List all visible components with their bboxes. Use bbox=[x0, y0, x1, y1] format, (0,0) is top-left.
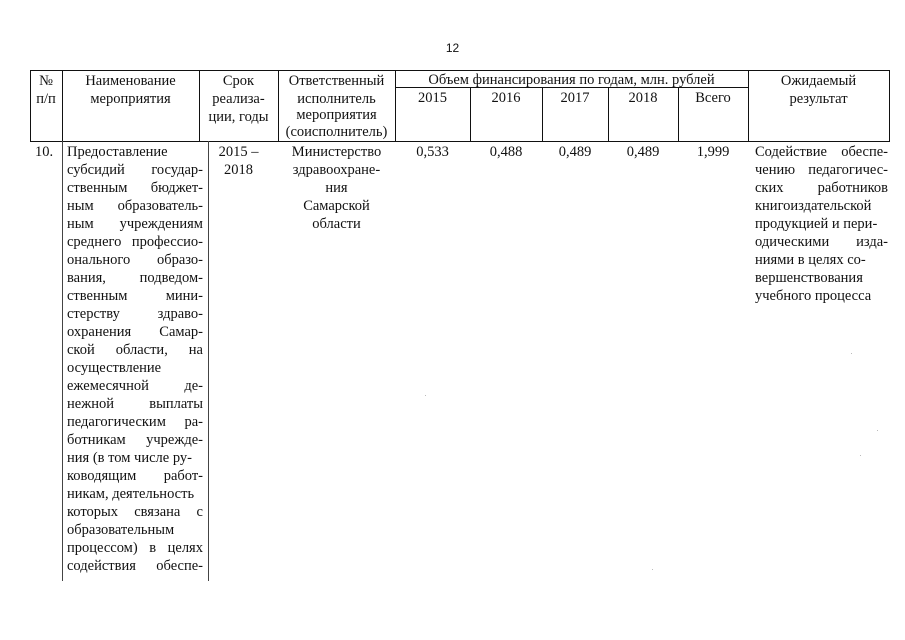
header-bottom-border bbox=[30, 141, 890, 142]
row-name-line: ния (в том числе ру- bbox=[67, 450, 192, 466]
row-name-word: среднего bbox=[67, 234, 122, 250]
row-result-word: работников bbox=[817, 180, 888, 196]
row-name-word: ра- bbox=[184, 414, 203, 430]
header-result-line2: результат bbox=[789, 91, 848, 107]
header-year-2017: 2017 bbox=[560, 90, 590, 106]
row-name-word: на bbox=[188, 342, 203, 358]
row-result-line: ниями в целях со- bbox=[755, 252, 866, 268]
row-name-word: стерству bbox=[67, 306, 120, 322]
scan-speck bbox=[877, 430, 878, 431]
row-name-word: субсидий bbox=[67, 162, 125, 178]
row-name-word: государ- bbox=[151, 162, 203, 178]
header-funding-title: Объем финансирования по годам, млн. рублей bbox=[428, 72, 715, 88]
row-name-word: которых bbox=[67, 504, 119, 520]
scan-speck bbox=[425, 395, 426, 396]
row-result-word: изда- bbox=[856, 234, 888, 250]
row-name-cell bbox=[67, 143, 203, 575]
row-executor-line1: Министерство bbox=[291, 144, 382, 160]
header-executor-line1: Ответственный bbox=[288, 73, 385, 89]
row-name-word: области, bbox=[115, 342, 168, 358]
row-value-2016: 0,488 bbox=[489, 144, 523, 160]
row-name-line: Предоставление bbox=[67, 144, 168, 160]
header-executor-line4: (соисполнитель) bbox=[285, 124, 388, 140]
row-name-word: содействия bbox=[67, 558, 136, 574]
row-result-word: ских bbox=[755, 180, 784, 196]
row-executor-line4: Самарской bbox=[303, 198, 370, 214]
row-name-line bbox=[67, 287, 203, 305]
row-name-line bbox=[67, 197, 203, 215]
row-name-line bbox=[67, 233, 203, 251]
row-result-line bbox=[755, 143, 888, 161]
row-result-line: продукцией и пери- bbox=[755, 216, 878, 232]
header-term-line3: ции, годы bbox=[208, 109, 269, 125]
row-result-line bbox=[755, 233, 888, 251]
row-name-word: учреждениям bbox=[119, 216, 203, 232]
header-name-line1: Наименование bbox=[85, 73, 176, 89]
header-year-2015: 2015 bbox=[418, 90, 447, 106]
page-number: 12 bbox=[445, 41, 460, 55]
row-name-word: ственным bbox=[67, 288, 128, 304]
row-result-line: вершенствования bbox=[755, 270, 863, 286]
row-name-line bbox=[67, 431, 203, 449]
row-executor-line2: здравоохране- bbox=[292, 162, 381, 178]
row-name-word: ботникам bbox=[67, 432, 126, 448]
row-executor-line5: области bbox=[312, 216, 361, 232]
row-name-line bbox=[67, 503, 203, 521]
row-result-word: чению bbox=[755, 162, 796, 178]
row-name-word: обеспе- bbox=[156, 558, 203, 574]
header-num-line2: п/п bbox=[36, 91, 56, 107]
row-name-line bbox=[67, 413, 203, 431]
row-name-word: профессио- bbox=[131, 234, 203, 250]
row-name-line bbox=[67, 251, 203, 269]
row-result-line bbox=[755, 179, 888, 197]
scan-speck bbox=[860, 455, 861, 456]
row-name-word: в bbox=[149, 540, 157, 556]
row-name-word: ным bbox=[67, 216, 94, 232]
row-name-word: мини- bbox=[165, 288, 203, 304]
row-name-word: онального bbox=[67, 252, 131, 268]
row-name-word: целях bbox=[167, 540, 203, 556]
header-result-line1: Ожидаемый bbox=[780, 73, 857, 89]
row-executor-line3: ния bbox=[325, 180, 348, 196]
row-name-line bbox=[67, 305, 203, 323]
row-name-word: охранения bbox=[67, 324, 132, 340]
row-value-2017: 0,489 bbox=[558, 144, 592, 160]
row-result-word: обеспе- bbox=[841, 144, 888, 160]
row-result-word: педагогичес- bbox=[808, 162, 888, 178]
row-result-word: Содействие bbox=[755, 144, 827, 160]
row-name-word: Самар- bbox=[159, 324, 203, 340]
row-name-word: учрежде- bbox=[146, 432, 203, 448]
row-name-line bbox=[67, 341, 203, 359]
row-value-2015: 0,533 bbox=[416, 144, 449, 160]
row-name-line bbox=[67, 323, 203, 341]
row-result-line bbox=[755, 161, 888, 179]
row-name-word: процессом) bbox=[67, 540, 138, 556]
row-name-word: ской bbox=[67, 342, 95, 358]
row-name-line bbox=[67, 395, 203, 413]
row-name-line bbox=[67, 539, 203, 557]
row-name-line bbox=[67, 467, 203, 485]
scan-speck bbox=[652, 569, 653, 570]
row-name-word: образователь- bbox=[117, 198, 203, 214]
row-result-word: одическими bbox=[755, 234, 830, 250]
header-num-line1: № bbox=[39, 73, 53, 89]
right-border bbox=[889, 70, 890, 141]
header-executor-line2: исполнитель bbox=[297, 91, 376, 107]
row-name-word: с bbox=[196, 504, 203, 520]
row-name-line bbox=[67, 179, 203, 197]
row-name-line: осуществление bbox=[67, 360, 162, 376]
row-name-word: подведом- bbox=[139, 270, 203, 286]
row-name-line bbox=[67, 377, 203, 395]
row-name-word: образо- bbox=[156, 252, 203, 268]
header-name-line2: мероприятия bbox=[90, 91, 171, 107]
scan-speck bbox=[851, 353, 852, 354]
row-term-line2: 2018 bbox=[224, 162, 253, 178]
row-name-word: ным bbox=[67, 198, 94, 214]
row-name-line bbox=[67, 269, 203, 287]
row-term-line1: 2015 – bbox=[218, 144, 259, 160]
header-total: Всего bbox=[695, 90, 731, 106]
header-executor-line3: мероприятия bbox=[296, 107, 377, 123]
row-result-cell bbox=[755, 143, 888, 305]
row-name-word: работ- bbox=[163, 468, 203, 484]
body-divider-name bbox=[208, 141, 209, 581]
row-name-line: образовательным bbox=[67, 522, 175, 538]
row-name-word: педагогическим bbox=[67, 414, 166, 430]
header-year-2018: 2018 bbox=[628, 90, 658, 106]
row-name-word: выплаты bbox=[149, 396, 203, 412]
row-name-line bbox=[67, 557, 203, 575]
row-value-2018: 0,489 bbox=[626, 144, 660, 160]
header-year-2016: 2016 bbox=[491, 90, 521, 106]
body-divider-num bbox=[62, 141, 63, 581]
row-name-word: вания, bbox=[67, 270, 106, 286]
row-result-line: книгоиздательской bbox=[755, 198, 872, 214]
row-name-word: связана bbox=[134, 504, 181, 520]
row-value-total: 1,999 bbox=[696, 144, 730, 160]
header-term-line2: реализа- bbox=[212, 91, 265, 107]
row-name-line: никам, деятельность bbox=[67, 486, 195, 502]
row-number: 10. bbox=[35, 144, 54, 160]
row-name-word: бюджет- bbox=[150, 180, 203, 196]
row-name-word: ководящим bbox=[67, 468, 137, 484]
row-name-word: ственным bbox=[67, 180, 128, 196]
row-result-line: учебного процесса bbox=[755, 288, 872, 304]
header-term-line1: Срок bbox=[222, 73, 255, 89]
row-name-line bbox=[67, 161, 203, 179]
row-name-word: де- bbox=[184, 378, 203, 394]
row-name-line bbox=[67, 215, 203, 233]
row-name-word: нежной bbox=[67, 396, 114, 412]
row-name-word: ежемесячной bbox=[67, 378, 149, 394]
row-name-word: здраво- bbox=[157, 306, 203, 322]
